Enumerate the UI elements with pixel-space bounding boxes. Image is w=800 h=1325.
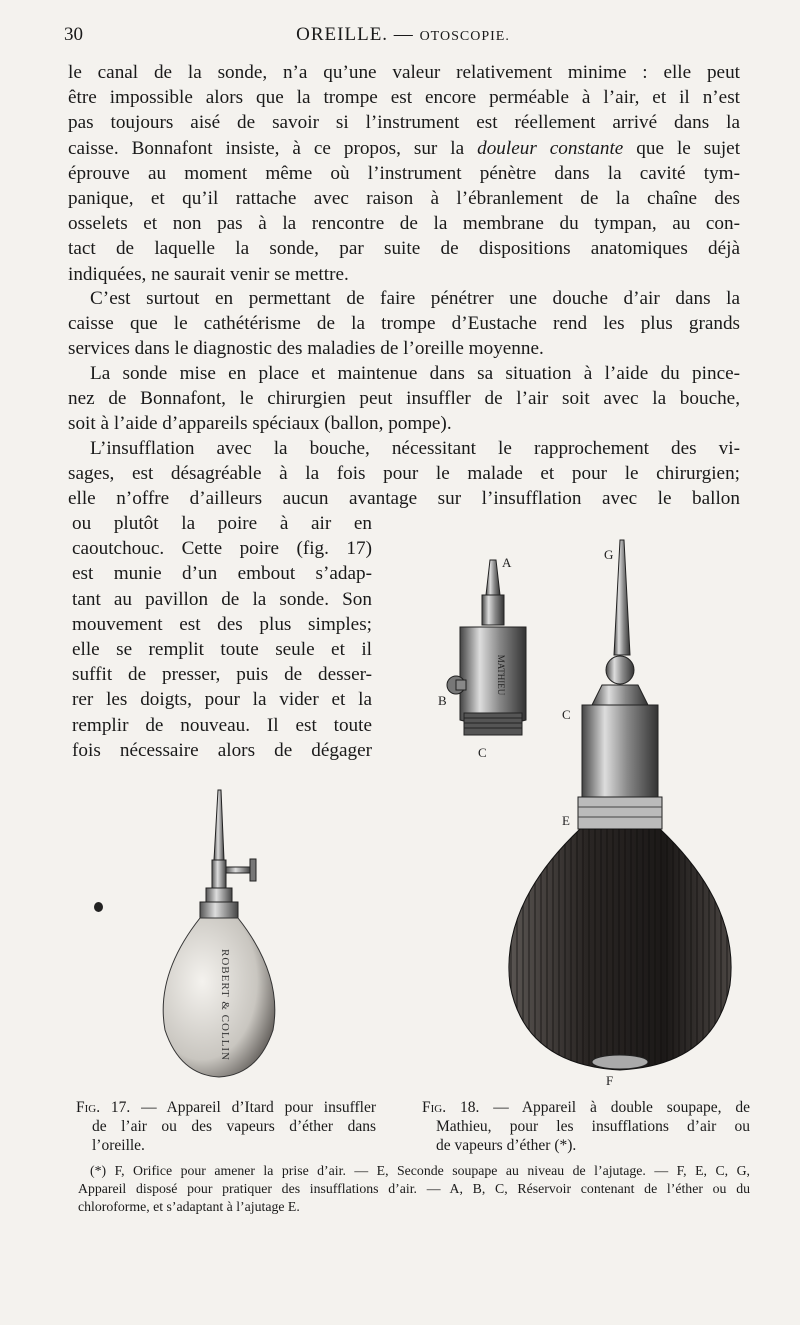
page-number: 30 (64, 24, 83, 45)
label-a: A (502, 555, 512, 570)
figure-18-illustration (430, 535, 760, 1090)
footnote-line: Appareil disposé pour pratiquer des insufflations d’air. — A, B, C, Réservoir contenant de l’éther ou du (78, 1181, 750, 1196)
running-head-main: OREILLE. — (296, 24, 414, 45)
label-b: B (438, 693, 447, 708)
caption-text: — Appareil d’Itard pour insuffler (141, 1099, 377, 1116)
caption-line (76, 1098, 376, 1117)
text-line: nez de Bonnafont, le chirurgien peut insuffler de l’air soit avec la bouche, (68, 388, 740, 410)
caption-text: — Appareil à double soupape, de (493, 1099, 751, 1116)
text-line: C’est surtout en permettant de faire pénétrer une douche d’air dans la (90, 288, 740, 309)
page-header (64, 24, 742, 54)
text-line: panique, et qu’il rattache avec raison à l’ébranlement de la chaîne des (68, 188, 740, 210)
text-line: La sonde mise en place et maintenue dans sa situation à l’aide du pince- (90, 363, 740, 384)
text-line: tact de laquelle la sonde, par suite de dispositions anatomiques déjà (68, 238, 740, 260)
text-line: caoutchouc. Cette poire (fig. 17) (72, 538, 372, 560)
text-line: ou plutôt la poire à air en (72, 513, 372, 534)
running-head (64, 24, 742, 46)
text-line: tant au pavillon de la sonde. Son (72, 588, 372, 610)
paragraph-5 (72, 511, 372, 763)
footnote (78, 1162, 750, 1216)
mathieu-engraving: MATHIEU (496, 654, 506, 696)
text-line: être impossible alors que la trompe est encore perméable à l’air, et il n’est (68, 87, 740, 109)
text-line: elle se remplit toute seule et il (72, 639, 372, 661)
paragraph-2 (68, 286, 740, 362)
text-line: suffit de presser, puis de desser- (72, 664, 372, 686)
paragraph-3 (68, 361, 740, 437)
running-head-sub: OTOSCOPIE. (419, 29, 510, 44)
double-valve-bulb (509, 540, 731, 1088)
figure-17-illustration (150, 785, 300, 1095)
footnote-line: chloroforme, et s’adaptant à l’ajutage E. (78, 1199, 300, 1214)
text-line: éprouve au moment même où l’instrument pénètre dans la cavité tym- (68, 162, 740, 184)
text-line: pas toujours aisé de savoir si l’instrument est réellement arrivé dans la (68, 112, 740, 134)
figure-18-caption (422, 1098, 750, 1155)
caption-line: de l’air ou des vapeurs d’éther dans (92, 1118, 376, 1135)
text-fragment: que le sujet (636, 137, 741, 159)
label-g: G (604, 547, 614, 562)
footnote-line: (*) F, Orifice pour amener la prise d’air. — E, Seconde soupape au niveau de l’ajutage. — F, E, C, G, (90, 1163, 750, 1178)
label-e: E (562, 813, 570, 828)
text-line: osselets et non pas à la rencontre de la membrane du tympan, au con- (68, 213, 740, 235)
text-line: services dans le diagnostic des maladies de l’oreille moyenne. (68, 338, 544, 360)
itard-apparatus (163, 790, 275, 1077)
text-line: remplir de nouveau. Il est toute (72, 714, 372, 736)
paragraph-1 (68, 60, 740, 287)
caption-label: Fig. 18. (422, 1099, 480, 1116)
text-line: elle n’offre d’ailleurs aucun avantage sur l’insufflation avec le ballon (68, 488, 740, 510)
caption-line (422, 1098, 750, 1117)
label-f: F (606, 1073, 614, 1088)
paragraph-4 (68, 436, 740, 512)
caption-line: Mathieu, pour les insufflations d’air ou (436, 1118, 750, 1135)
text-line: caisse que le cathétérisme de la trompe d’Eustache rend les plus grands (68, 313, 740, 335)
text-line: rer les doigts, pour la vider et la (72, 689, 372, 711)
label-c-small: C (478, 745, 487, 760)
text-line: est munie d’un embout s’adap- (72, 563, 372, 585)
caption-line: de vapeurs d’éther (*). (436, 1137, 577, 1154)
text-line: soit à l’aide d’appareils spéciaux (ballon, pompe). (68, 413, 452, 435)
text-line: mouvement est des plus simples; (72, 613, 372, 635)
text-line: sages, est désagréable à la fois pour le malade et pour le chirurgien; (68, 463, 740, 485)
text-line: fois nécessaire alors de dégager (72, 739, 372, 761)
robert-collin-engraving: ROBERT & COLLIN (219, 949, 231, 1061)
text-fragment: caisse. Bonnafont insiste, à ce propos, sur la (68, 137, 465, 159)
emphasis-text: douleur constante (477, 137, 624, 159)
label-c-large: C (562, 707, 571, 722)
figure-17-caption (76, 1098, 376, 1155)
text-line: le canal de la sonde, n’a qu’une valeur relativement minime : elle peut (68, 62, 740, 83)
text-line (68, 136, 740, 161)
text-line: indiquées, ne saurait venir se mettre. (68, 263, 349, 285)
ink-spot (94, 902, 103, 912)
ether-reservoir (438, 555, 526, 760)
caption-line: l’oreille. (92, 1137, 145, 1154)
text-line: L’insufflation avec la bouche, nécessitant le rapprochement des vi- (90, 438, 740, 459)
caption-label: Fig. 17. (76, 1099, 131, 1116)
